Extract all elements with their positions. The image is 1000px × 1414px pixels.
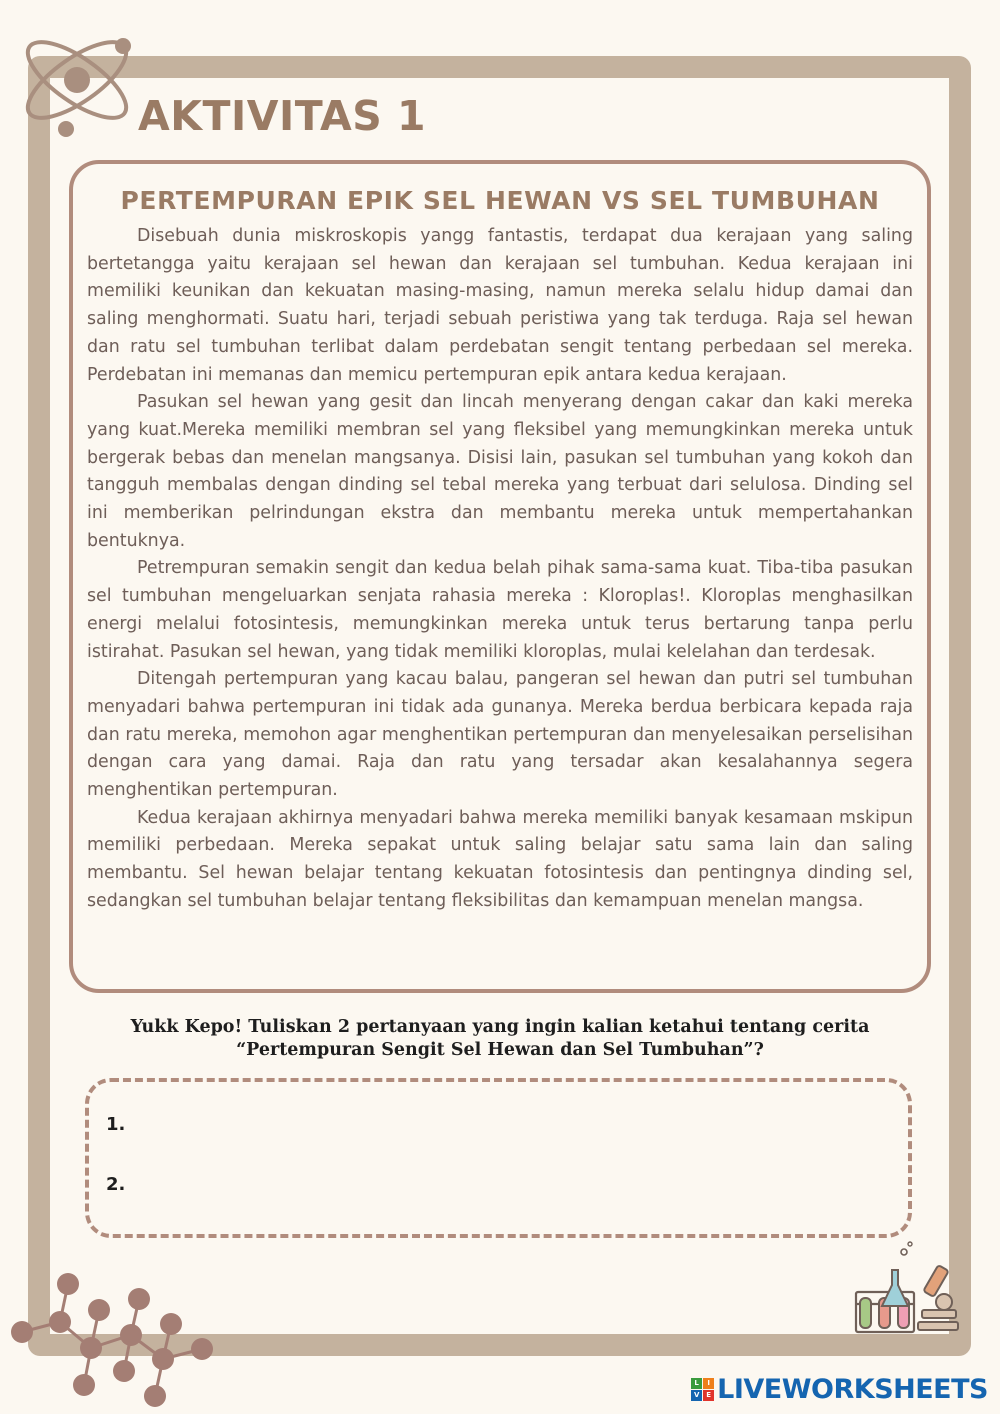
logo-letter-v: V xyxy=(691,1390,702,1401)
story-text xyxy=(87,223,913,916)
answer-line-2[interactable]: 2. xyxy=(106,1174,126,1195)
answer-box[interactable] xyxy=(85,1078,912,1238)
answer-line-1[interactable]: 1. xyxy=(106,1114,126,1135)
lab-equipment-icon xyxy=(852,1240,962,1335)
page-title: AKTIVITAS 1 xyxy=(138,92,427,140)
story-paragraph: Kedua kerajaan akhirnya menyadari bahwa mereka memiliki banyak kesamaan mskipun memiliki perbedaan. Mereka sepakat untuk saling belajar satu sama lain dan saling membantu. Sel hewan belajar tentang kekuatan fotosintesis dan pentingnya dinding sel, sedangkan sel tumbuhan belajar tentang fleksibilitas dan kemampuan menelan mangsa. xyxy=(87,807,913,911)
logo-letter-l: L xyxy=(691,1378,702,1389)
liveworksheets-name: LIVEWORKSHEETS xyxy=(717,1374,988,1405)
question-line-1: Yukk Kepo! Tuliskan 2 pertanyaan yang ingin kalian ketahui tentang cerita xyxy=(130,1017,870,1037)
story-paragraph: Ditengah pertempuran yang kacau balau, pangeran sel hewan dan putri sel tumbuhan menyadari bahwa pertempuran ini tidak ada gunanya. Mereka berdua berbicara kepada raja dan ratu mereka, memohon agar menghentikan pertempuran dan menyelesaikan perselisihan dengan cara yang damai. Raja dan ratu yang tersadar akan kesalahannya segera menghentikan pertempuran. xyxy=(87,669,913,801)
story-title: PERTEMPURAN EPIK SEL HEWAN VS SEL TUMBUHAN xyxy=(120,186,880,215)
logo-letter-e: E xyxy=(703,1390,714,1401)
liveworksheets-logo-icon xyxy=(691,1378,714,1401)
question-prompt xyxy=(80,1016,920,1062)
molecule-icon xyxy=(0,1262,225,1414)
story-box xyxy=(69,160,931,993)
question-line-2: “Pertempuran Sengit Sel Hewan dan Sel Tumbuhan”? xyxy=(236,1040,764,1060)
story-paragraph: Pasukan sel hewan yang gesit dan lincah menyerang dengan cakar dan kaki mereka yang kuat.Mereka memiliki membran sel yang fleksibel yang memungkinkan mereka untuk bergerak bebas dan menelan mangsanya. Disisi lain, pasukan sel tumbuhan yang kokoh dan tangguh membalas dengan dinding sel tebal mereka yang terbuat dari selulosa. Dinding sel ini memberikan pelrindungan ekstra dan membantu mereka untuk mempertahankan bentuknya. xyxy=(87,392,913,551)
story-paragraph: Disebuah dunia miskroskopis yangg fantastis, terdapat dua kerajaan yang saling bertetangga yaitu kerajaan sel hewan dan kerajaan sel tumbuhan. Kedua kerajaan ini memiliki keunikan dan kekuatan masing-masing, namun mereka selalu hidup damai dan saling menghormati. Suatu hari, terjadi sebuah peristiwa yang tak terduga. Raja sel hewan dan ratu sel tumbuhan terlibat dalam perdebatan sengit tentang perbedaan sel mereka. Perdebatan ini memanas dan memicu pertempuran epik antara kedua kerajaan. xyxy=(87,226,913,385)
logo-letter-i: I xyxy=(703,1378,714,1389)
atom-icon xyxy=(10,18,145,143)
story-paragraph: Petrempuran semakin sengit dan kedua belah pihak sama-sama kuat. Tiba-tiba pasukan sel tumbuhan mengeluarkan senjata rahasia mereka : Kloroplas!. Kloroplas menghasilkan energi melalui fotosintesis, memungkinkan mereka untuk terus bertarung tanpa perlu istirahat. Pasukan sel hewan, yang tidak memiliki kloroplas, mulai kelelahan dan terdesak. xyxy=(87,558,913,662)
liveworksheets-brand xyxy=(691,1374,988,1405)
